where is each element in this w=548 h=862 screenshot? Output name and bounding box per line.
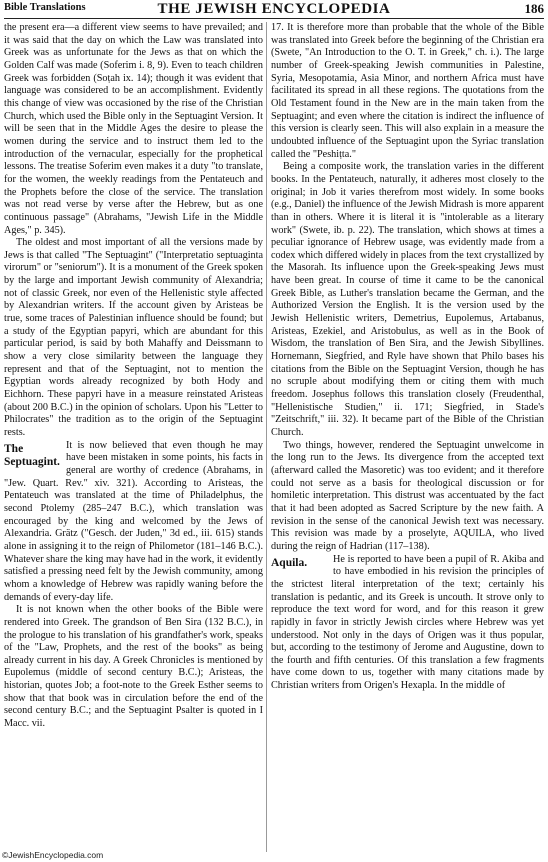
page-header — [4, 2, 544, 19]
running-section-title: Bible Translations — [4, 2, 86, 13]
column-divider — [266, 22, 267, 852]
paragraph: 17. It is therefore more than probable that the whole of the Bible was translated into Greek before the beginning of the Christian era (Swete, "An Introduction to the O. T. in Greek," ch. i.). The large number of Greek-speaking Jewish communities in Palestine, Syria, Mesopotamia, Asia Minor, and northern Africa must have facilitated its spread in all these regions. The quotations from the Old Testament found in the New are in the main taken from the Septuagint; and even where the citation is indirect the influence of this version is clearly seen. This will also explain in a measure the undoubted influence of the Septuagint upon the Syriac translation called the "Peshiṭta." — [271, 22, 544, 160]
paragraph: He is reported to have been a pupil of R. Akiba and to have embodied in his revision the principles of the strictest literal interpretation of the text; certainly his translation is pedantic, and its Greek is uncouth. It strove only to reproduce the text word for word, and for this reason it grew rapidly in favor in strictly Jewish circles where Hebrew was yet understood. Not only in the days of Origen was it thus popular, but, according to the testimony of Jerome and Augustine, down to the fourth and fifth centuries. Of this translation a few fragments have come down to us, together with many citations made by Christian writers from Origen's Hexapla. In the middle of — [271, 553, 544, 692]
paragraph: It is not known when the other books of the Bible were rendered into Greek. The grandson of Ben Sira (132 B.C.), in the prologue to his translation of his grandfather's work, speaks of the "Law, Prophets, and the rest of the books" as being already current in his day. A Greek Chronicles is mentioned by Eupolemus (middle of second century B.C.); Aristeas, the historian, quotes Job; a foot-note to the Greek Esther seems to show that that book was in circulation before the end of the second century B.C.; and the Septuagint Psalter is quoted in I Macc. vii. — [4, 604, 263, 730]
sidenote-aquila: Aquila. — [271, 556, 308, 569]
paragraph: It is now believed that even though he may have been mistaken in some points, his facts in general are worthy of credence (Abrahams, in "Jew. Quart. Rev." xiv. 321). According to Aristeas, the Pentateuch was translated at the time of Philadelphus, the second Ptolemy (285–247 B.C.), which translation was encouraged by the king and welcomed by the Jews of Alexandria. Grätz ("Gesch. der Juden," 3d ed., iii. 615) stands alone in assigning it to the reign of Philometor (181–146 B.C.). Whatever share the king may have had in the work, it evidently satisfied a pressing need felt by the Jewish community, among whom a knowledge of Hebrew was rapidly waning before the demands of every-day life. — [4, 439, 263, 603]
copyright-credit: ©JewishEncyclopedia.com — [2, 850, 104, 860]
paragraph: Being a composite work, the translation varies in the different books. In the Pentateuch, naturally, it adheres most closely to the original; in Job it varies therefrom most widely. In some books (e.g., Daniel) the influence of the Jewish Midrash is more apparent than in others. Where it is literal it is "intolerable as a literary work" (Swete, ib. p. 22). The translation, which shows at times a peculiar ignorance of Hebrew usage, was evidently made from a codex which differed widely in places from the text crystallized by the Masorah. Its influence upon the Greek-speaking Jews must have been great. In course of time it came to be the canonical Greek Bible, as Luther's translation became the German, and the Authorized Version the English. It is the version used by the Jewish Hellenistic writers, Demetrius, Eupolemus, Artabanus, Aristeas, Ezekiel, and Aristobulus, as well as in the Book of Wisdom, the translation of Ben Sira, and the Jewish Sibyllines. Hornemann, Siegfried, and Ryle have shown that Philo bases his citations from the Bible on the Septuagint Version, though he has no scruple about modifying them or citing them with much freedom. Josephus follows this translation closely (Freudenthal, "Hellenistische Studien," ii. 171; Siegfried, in Stade's "Zeitschrift," iii. 32). It became part of the Bible of the Christian Church. — [271, 161, 544, 438]
page-number: 186 — [524, 1, 544, 16]
right-column — [271, 22, 544, 852]
publication-title: THE JEWISH ENCYCLOPEDIA — [157, 1, 391, 17]
paragraph: the present era—a different view seems to have prevailed; and it was said that the day on which the Law was translated into Greek was as unfortunate for the Jews as that on which the Golden Calf was made (Soferim i. 8, 9). Even to teach children Greek was forbidden (Soṭah ix. 14); though it was evident that language was considered to be an accomplishment. Evidently this change of view was occasioned by the rise of the Christian Church, which used the Bible only in the Septuagint Version. It will be seen that in the Middle Ages the desire to please the women during the service and to instruct them led to the introduction of the vernacular, especially for the prophetical lessons. The treatise Soferim even makes it a duty "to translate, for the women, the weekly readings from the Pentateuch and the Prophets before the close of the service. The translation was not read verse by verse after the Hebrew, but as one continuous passage" (Abrahams, "Jewish Life in the Middle Ages," p. 345). — [4, 22, 263, 236]
sidenote-septuagint: The Septuagint. — [4, 442, 60, 468]
paragraph: Two things, however, rendered the Septuagint unwelcome in the long run to the Jews. Its divergence from the accepted text (afterward called the Masoretic) was too evident; and it therefore could not serve as a basis for theological discussion or for homiletic interpretation. This distrust was accentuated by the fact that it had been adopted as Sacred Scripture by the new faith. A revision in the sense of the canonical Jewish text was necessary. This revision was made by a proselyte, AQUILA, who lived during the reign of Hadrian (117–138). — [271, 439, 544, 552]
left-column — [4, 22, 263, 852]
paragraph: The oldest and most important of all the versions made by Jews is that called "The Septuagint" ("Interpretatio septuaginta virorum" or "seniorum"). It is a monument of the Greek spoken by the large and important Jewish community of Alexandria; not of classic Greek, nor even of the Hellenistic style affected by Alexandrian writers. If the account given by Aristeas be true, some traces of Palestinian influence should be found; but a study of the Egyptian papyri, which are abundant for this particular period, is said by both Mahaffy and Deissmann to show a very close similarity between the language they represent and that of the Septuagint, not to mention the Egyptian words already recognized by both Hody and Eichhorn. These papyri have in a measure reinstated Aristeas (about 200 B.C.) in the opinion of scholars. Upon his "Letter to Philocrates" the tradition as to the origin of the Septuagint rests. — [4, 237, 263, 438]
